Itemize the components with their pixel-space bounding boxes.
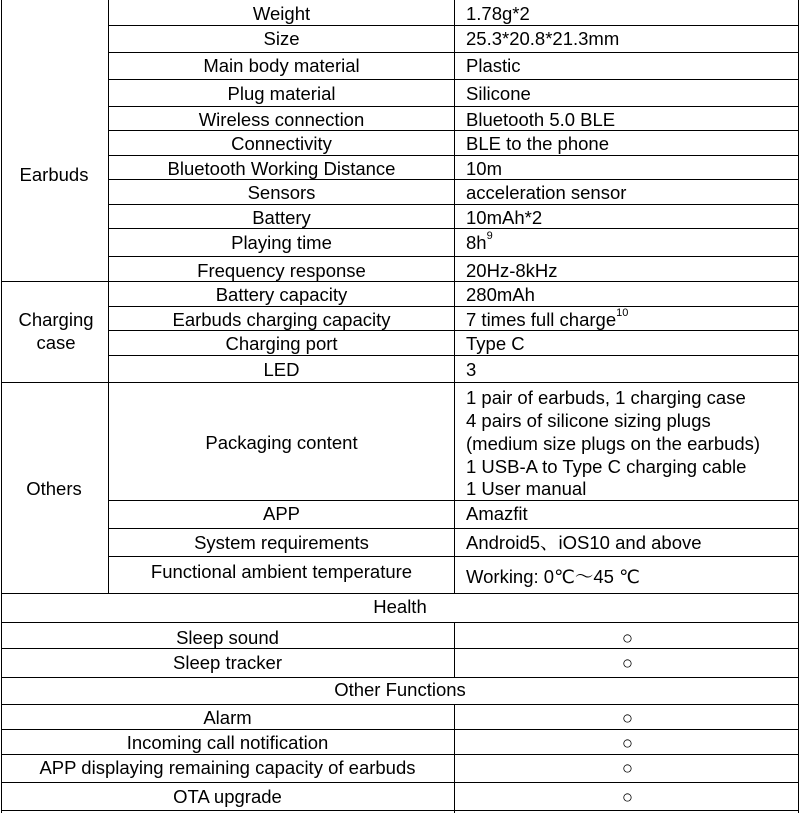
- row-divider: [108, 500, 799, 501]
- others-label-app: APP: [262, 503, 301, 524]
- case-label-battery-capacity: Battery capacity: [215, 284, 348, 305]
- earbuds-label-frequency: Frequency response: [197, 260, 366, 281]
- earbuds-label-battery: Battery: [252, 207, 311, 228]
- other-label-alarm: Alarm: [203, 707, 252, 728]
- row-divider: [1, 729, 799, 730]
- earbuds-value-distance: 10m: [466, 158, 502, 179]
- earbuds-label-body-material: Main body material: [203, 55, 360, 76]
- row-divider: [108, 79, 799, 80]
- earbuds-value-body-material: Plastic: [466, 55, 521, 76]
- row-divider: [108, 204, 799, 205]
- others-label-temperature: Functional ambient temperature: [150, 561, 413, 582]
- row-divider: [108, 155, 799, 156]
- case-label-led: LED: [263, 359, 300, 380]
- earbuds-label-plug-material: Plug material: [227, 83, 336, 104]
- other-label-incoming-call: Incoming call notification: [126, 732, 329, 753]
- section-divider: [1, 593, 799, 594]
- others-packaging-line: (medium size plugs on the earbuds): [466, 433, 761, 454]
- value-column-divider: [454, 622, 455, 677]
- others-label-system: System requirements: [194, 532, 369, 553]
- row-divider: [1, 754, 799, 755]
- row-divider: [108, 355, 799, 356]
- others-packaging-line: 4 pairs of silicone sizing plugs: [466, 410, 711, 431]
- earbuds-label-weight: Weight: [252, 3, 311, 24]
- value-column-divider: [454, 704, 455, 813]
- table-border-left: [1, 0, 2, 813]
- playing-time-value: 8h: [466, 232, 487, 253]
- row-divider: [108, 330, 799, 331]
- row-divider: [108, 556, 799, 557]
- table-border-bottom: [1, 810, 799, 811]
- case-label-charging-port: Charging port: [225, 333, 338, 354]
- footnote-marker: 10: [616, 307, 629, 319]
- others-value-system: Android5、iOS10 and above: [466, 532, 702, 553]
- earbuds-value-sensors: acceleration sensor: [466, 182, 627, 203]
- row-divider: [1, 782, 799, 783]
- case-value-led: 3: [466, 359, 477, 380]
- other-mark-ota: ○: [621, 786, 634, 807]
- earbuds-label-distance: Bluetooth Working Distance: [167, 158, 396, 179]
- row-divider: [1, 648, 799, 649]
- earbuds-value-battery: 10mAh*2: [466, 207, 543, 228]
- others-packaging-line: 1 User manual: [466, 478, 587, 499]
- section-divider: [1, 704, 799, 705]
- earbuds-label-sensors: Sensors: [247, 182, 316, 203]
- group-label-others: Others: [26, 478, 82, 499]
- group-label-charging-case: Charging case: [18, 309, 94, 353]
- earbuds-value-wireless: Bluetooth 5.0 BLE: [466, 109, 616, 130]
- earbuds-value-connectivity: BLE to the phone: [466, 133, 609, 154]
- case-value-battery-capacity: 280mAh: [466, 284, 535, 305]
- health-label-sleep-sound: Sleep sound: [176, 627, 279, 648]
- section-divider: [1, 622, 799, 623]
- group-label-earbuds: Earbuds: [19, 164, 89, 185]
- charging-capacity-value: 7 times full charge: [466, 309, 617, 330]
- group-column-divider: [108, 0, 109, 593]
- others-packaging-line: 1 USB-A to Type C charging cable: [466, 456, 747, 477]
- footnote-marker: 9: [486, 230, 493, 242]
- health-section-title: Health: [373, 596, 427, 617]
- section-divider: [1, 677, 799, 678]
- row-divider: [108, 256, 799, 257]
- value-column-divider: [454, 0, 455, 593]
- others-value-temperature: Working: 0℃～45 ℃: [466, 566, 640, 587]
- other-functions-section-title: Other Functions: [334, 679, 466, 700]
- health-mark-sleep-sound: ○: [621, 627, 634, 648]
- others-packaging-line: 1 pair of earbuds, 1 charging case: [466, 387, 746, 408]
- other-label-ota: OTA upgrade: [173, 786, 282, 807]
- table-border-right: [798, 0, 799, 813]
- health-label-sleep-tracker: Sleep tracker: [173, 652, 282, 673]
- row-divider: [108, 179, 799, 180]
- earbuds-value-frequency: 20Hz-8kHz: [466, 260, 558, 281]
- case-value-charging-capacity: [455, 309, 800, 330]
- row-divider: [108, 25, 799, 26]
- earbuds-value-weight: 1.78g*2: [466, 3, 530, 24]
- other-mark-app-capacity: ○: [621, 757, 634, 778]
- other-mark-incoming-call: ○: [621, 732, 634, 753]
- others-value-app: Amazfit: [466, 503, 528, 524]
- row-divider: [108, 228, 799, 229]
- group-divider: [1, 382, 799, 383]
- earbuds-label-size: Size: [263, 28, 300, 49]
- other-label-app-capacity: APP displaying remaining capacity of earbuds: [39, 757, 416, 778]
- earbuds-label-wireless: Wireless connection: [198, 109, 365, 130]
- row-divider: [108, 106, 799, 107]
- row-divider: [108, 528, 799, 529]
- earbuds-value-plug-material: Silicone: [466, 83, 531, 104]
- case-value-charging-port: Type C: [466, 333, 525, 354]
- earbuds-value-playing-time: [455, 232, 800, 253]
- row-divider: [108, 306, 799, 307]
- group-divider: [1, 281, 799, 282]
- earbuds-label-connectivity: Connectivity: [231, 133, 332, 154]
- other-mark-alarm: ○: [621, 707, 634, 728]
- earbuds-value-size: 25.3*20.8*21.3mm: [466, 28, 620, 49]
- others-label-packaging: Packaging content: [205, 432, 358, 453]
- row-divider: [108, 52, 799, 53]
- health-mark-sleep-tracker: ○: [621, 652, 634, 673]
- case-label-charging-capacity: Earbuds charging capacity: [172, 309, 391, 330]
- row-divider: [108, 130, 799, 131]
- earbuds-label-playing-time: Playing time: [231, 232, 332, 253]
